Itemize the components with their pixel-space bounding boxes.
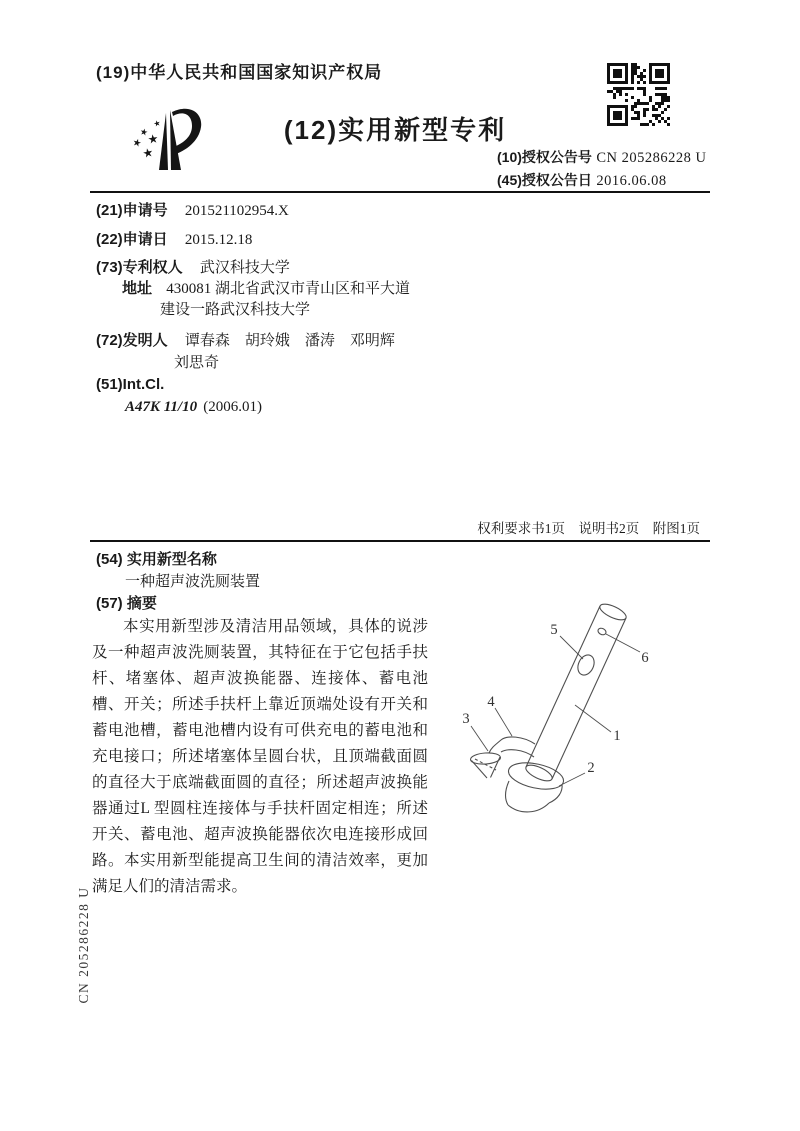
abstract-text: 本实用新型涉及清洁用品领域，具体的说涉及一种超声波洗厕装置，其特征在于它包括手扶杆、堵塞体、超声波换能器、连接体、蓄电池槽、开关；所述手扶杆上靠近顶端处设有开关和蓄电池槽，蓄电池槽内设有可供充电的蓄电池和充电接口；所述堵塞体呈圆台状，且顶端截面圆的直径大于底端截面圆的直径；所述超声波换能器通过L 型圆柱连接体与手扶杆固定相连；所述开关、蓄电池、超声波换能器依次电连接形成回路。本实用新型能提高卫生间的清洁效率，更加满足人们的清洁需求。 <box>92 618 428 895</box>
intcl-label: (51)Int.Cl. <box>96 376 165 393</box>
publication-date-row <box>497 170 667 190</box>
application-number-row <box>96 199 289 220</box>
transducer-head-rim <box>470 752 501 765</box>
intcl-version-value: (2006.01) <box>203 399 263 415</box>
utility-model-name-label: (54) 实用新型名称 <box>96 551 217 568</box>
patentee-value: 武汉科技大学 <box>199 260 290 276</box>
publication-number-value: CN 205286228 U <box>596 150 707 166</box>
switch-oval <box>575 652 597 677</box>
svg-text:★: ★ <box>139 126 149 138</box>
address-label: 地址 <box>122 280 153 297</box>
svg-text:★: ★ <box>146 131 160 147</box>
inventors-label: (72)发明人 <box>96 332 168 349</box>
rod-top-cap <box>598 601 629 623</box>
patentee-label: (73)专利权人 <box>96 259 183 276</box>
plug-body-rim <box>506 758 566 793</box>
svg-text:★: ★ <box>141 145 155 161</box>
intcl-class-value: A47K 11/10 <box>125 399 198 415</box>
svg-text:★: ★ <box>131 137 143 150</box>
inventors-row-2 <box>174 351 219 372</box>
address-value-line1: 430081 湖北省武汉市青山区和平大道 <box>166 281 410 297</box>
publication-number-label: (10)授权公告号 <box>497 149 592 165</box>
qr-code-icon <box>607 63 670 126</box>
document-type-title: (12)实用新型专利 <box>283 115 507 145</box>
address-value-line2: 建设一路武汉科技大学 <box>160 302 311 318</box>
filing-date-label: (22)申请日 <box>96 231 168 248</box>
patent-figure <box>440 585 710 850</box>
header-divider <box>90 191 710 193</box>
filing-date-row <box>96 228 252 249</box>
figure-ref-4: 4 <box>487 694 495 710</box>
figure-ref-1: 1 <box>613 728 621 744</box>
application-number-label: (21)申请号 <box>96 202 168 219</box>
publication-date-value: 2016.06.08 <box>596 173 667 189</box>
intcl-value-row <box>125 398 262 416</box>
body-divider <box>90 540 710 542</box>
sipo-logo-icon <box>116 94 228 194</box>
issuing-office: (19)中华人民共和国国家知识产权局 <box>96 63 383 82</box>
abstract-label: (57) 摘要 <box>96 595 157 612</box>
inventors-value-line2: 刘思奇 <box>174 355 220 371</box>
utility-model-name: 一种超声波洗厕装置 <box>125 574 261 590</box>
charge-port-hole <box>597 627 607 636</box>
side-publication-number: CN 205286228 U <box>76 886 91 1004</box>
patentee-row <box>96 256 290 277</box>
figure-ref-5: 5 <box>550 622 558 638</box>
pages-info: 权利要求书1页 说明书2页 附图1页 <box>477 521 700 536</box>
svg-text:★: ★ <box>152 118 162 129</box>
publication-date-label: (45)授权公告日 <box>497 172 592 188</box>
figure-ref-6: 6 <box>641 650 649 666</box>
filing-date-value: 2015.12.18 <box>184 232 253 248</box>
inventors-row <box>96 329 395 350</box>
figure-ref-3: 3 <box>462 711 470 727</box>
address-row-2 <box>160 298 310 319</box>
intcl-row <box>96 376 177 393</box>
address-row <box>122 277 410 298</box>
publication-number-row <box>497 147 706 167</box>
application-number-value: 201521102954.X <box>184 203 289 219</box>
figure-ref-2: 2 <box>587 760 595 776</box>
inventors-value-line1: 谭春森 胡玲娥 潘涛 邓明辉 <box>184 333 395 349</box>
